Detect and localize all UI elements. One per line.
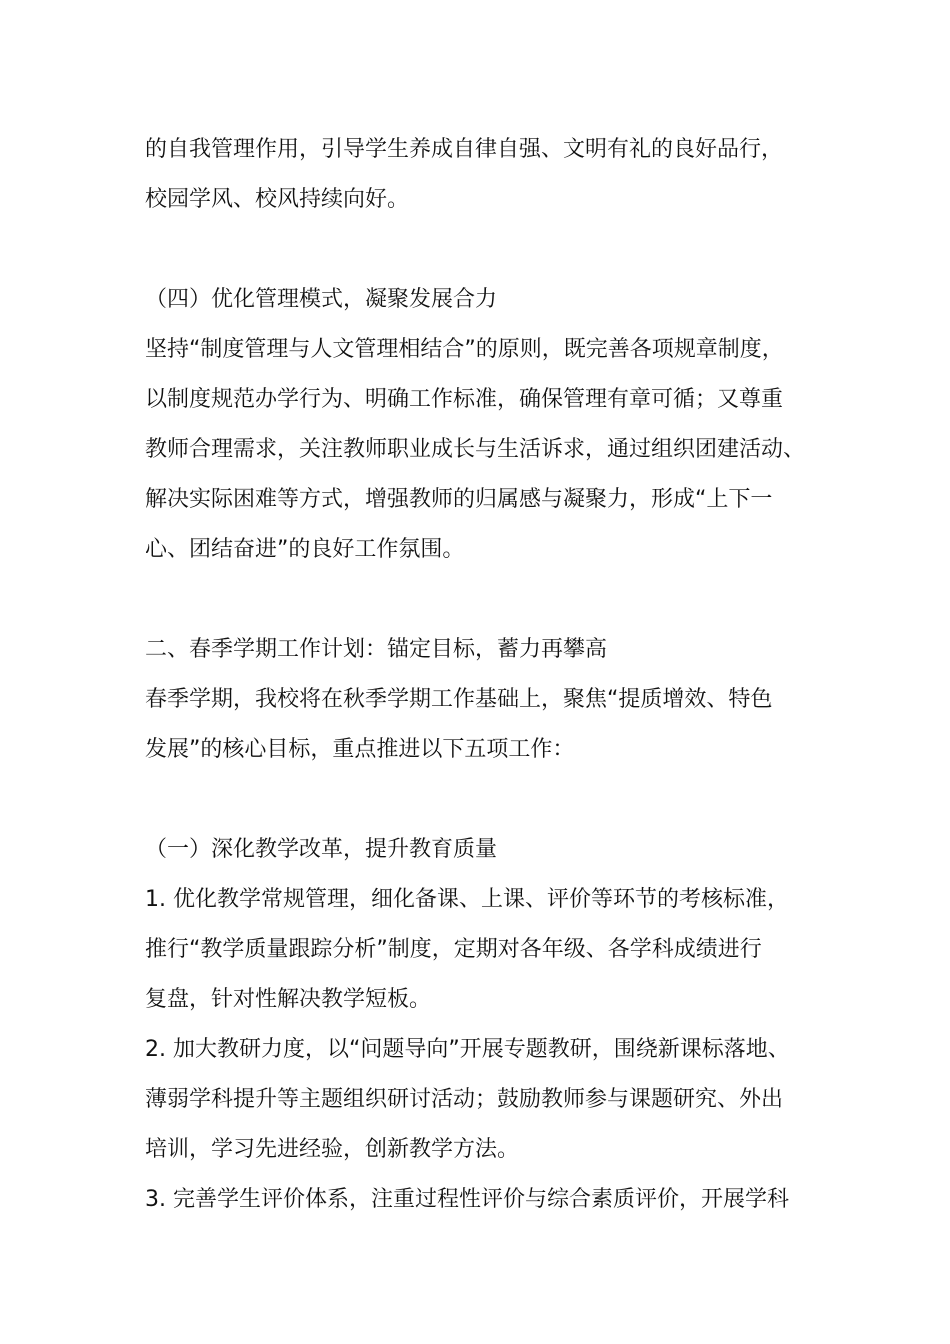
paragraph-line: 的自我管理作用，引导学生养成自律自强、文明有礼的良好品行， bbox=[145, 137, 784, 162]
list-item-line: 推行“教学质量跟踪分析”制度，定期对各年级、各学科成绩进行 bbox=[145, 937, 762, 962]
chapter-heading: 二、春季学期工作计划：锚定目标，蓄力再攀高 bbox=[145, 637, 608, 662]
section-heading: （一）深化教学改革，提升教育质量 bbox=[145, 837, 498, 862]
paragraph-line: 以制度规范办学行为、明确工作标准，确保管理有章可循；又尊重 bbox=[145, 387, 784, 412]
paragraph-line: 解决实际困难等方式，增强教师的归属感与凝聚力，形成“上下一 bbox=[145, 487, 773, 512]
paragraph-line: 春季学期，我校将在秋季学期工作基础上，聚焦“提质增效、特色 bbox=[145, 687, 773, 712]
paragraph-line: 教师合理需求，关注教师职业成长与生活诉求，通过组织团建活动、 bbox=[145, 437, 806, 462]
list-item-line: 培训，学习先进经验，创新教学方法。 bbox=[145, 1137, 520, 1162]
list-item-line: 薄弱学科提升等主题组织研讨活动；鼓励教师参与课题研究、外出 bbox=[145, 1087, 784, 1112]
paragraph-line: 校园学风、校风持续向好。 bbox=[145, 187, 410, 212]
list-item-line: 3. 完善学生评价体系，注重过程性评价与综合素质评价，开展学科 bbox=[145, 1187, 789, 1212]
section-heading: （四）优化管理模式，凝聚发展合力 bbox=[145, 287, 498, 312]
list-item-line: 1. 优化教学常规管理，细化备课、上课、评价等环节的考核标准， bbox=[145, 887, 789, 912]
paragraph-line: 发展”的核心目标，重点推进以下五项工作： bbox=[145, 737, 575, 762]
paragraph-line: 心、团结奋进”的良好工作氛围。 bbox=[145, 537, 465, 562]
list-item-line: 复盘，针对性解决教学短板。 bbox=[145, 987, 432, 1012]
list-item-line: 2. 加大教研力度，以“问题导向”开展专题教研，围绕新课标落地、 bbox=[145, 1037, 790, 1062]
paragraph-line: 坚持“制度管理与人文管理相结合”的原则，既完善各项规章制度， bbox=[145, 337, 784, 362]
